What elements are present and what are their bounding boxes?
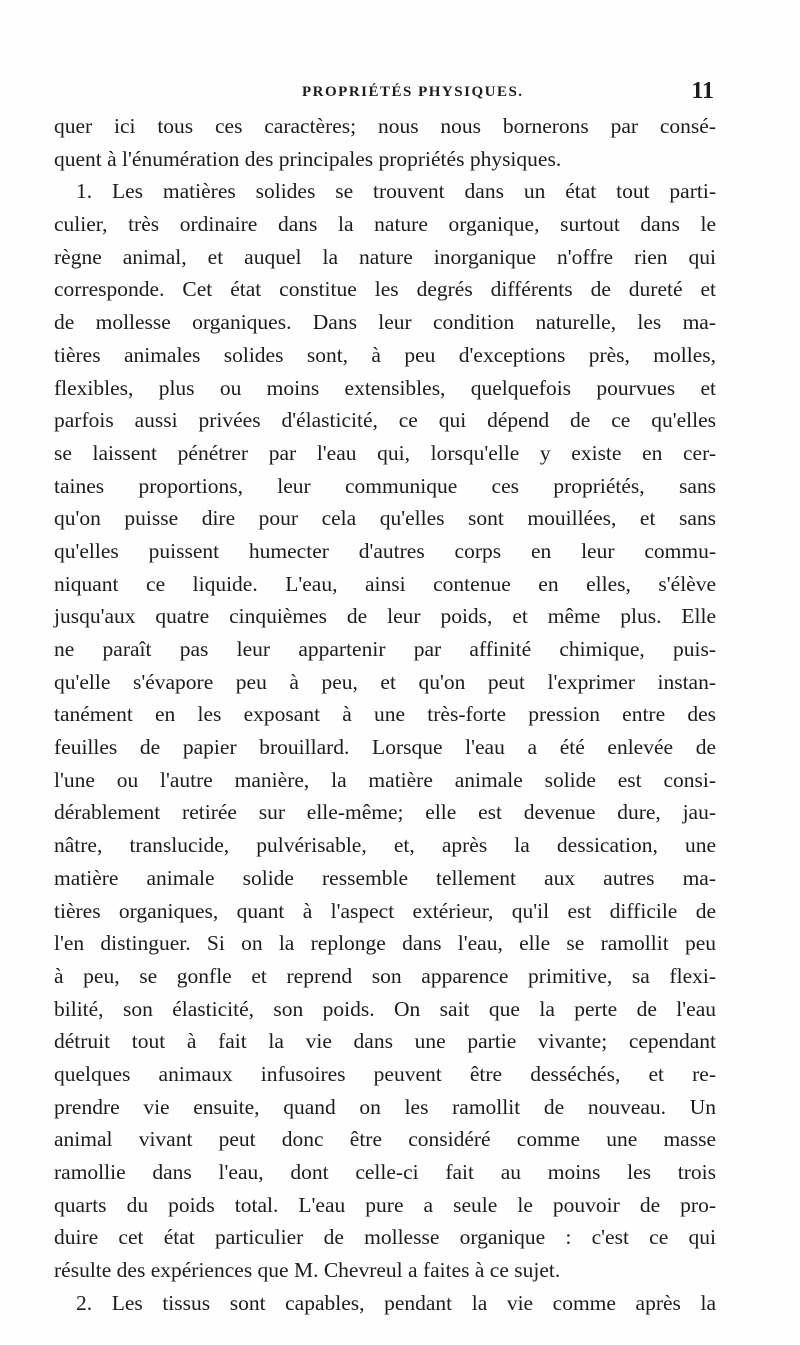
text-line: l'en distinguer. Si on la replonge dans l'eau, elle se ramollit peu	[54, 931, 716, 956]
text-line: règne animal, et auquel la nature inorganique n'offre rien qui	[54, 244, 716, 269]
text-line: résulte des expériences que M. Chevreul a faites à ce sujet.	[54, 1258, 561, 1283]
text-line: flexibles, plus ou moins extensibles, quelquefois pourvues et	[54, 375, 716, 400]
text-line: quarts du poids total. L'eau pure a seule le pouvoir de pro-	[54, 1192, 716, 1217]
text-line: bilité, son élasticité, son poids. On sait que la perte de l'eau	[54, 996, 716, 1021]
text-line: jusqu'aux quatre cinquièmes de leur poids, et même plus. Elle	[54, 604, 716, 629]
page-number: 11	[691, 78, 714, 104]
text-line: qu'elles puissent humecter d'autres corps en leur commu-	[54, 538, 716, 563]
text-line: prendre vie ensuite, quand on les ramollit de nouveau. Un	[54, 1094, 716, 1119]
text-line: quer ici tous ces caractères; nous nous bornerons par consé-	[54, 114, 716, 138]
text-line: dérablement retirée sur elle-même; elle est devenue dure, jau-	[54, 800, 716, 825]
text-line: tières organiques, quant à l'aspect extérieur, qu'il est difficile de	[54, 898, 716, 923]
text-line: matière animale solide ressemble tellement aux autres ma-	[54, 865, 716, 890]
text-line: quent à l'énumération des principales propriétés physiques.	[54, 146, 562, 171]
body-text	[54, 110, 716, 1319]
text-line: tanément en les exposant à une très-forte pression entre des	[54, 702, 716, 727]
text-line: tières animales solides sont, à peu d'exceptions près, molles,	[54, 342, 716, 367]
running-head	[54, 78, 714, 110]
text-line: 1. Les matières solides se trouvent dans un état tout parti-	[76, 179, 716, 204]
text-line: ne paraît pas leur appartenir par affinité chimique, puis-	[54, 637, 716, 661]
text-line: quelques animaux infusoires peuvent être desséchés, et re-	[54, 1061, 716, 1086]
text-line: culier, très ordinaire dans la nature organique, surtout dans le	[54, 212, 716, 237]
text-line: 2. Les tissus sont capables, pendant la vie comme après la	[76, 1290, 716, 1315]
text-line: détruit tout à fait la vie dans une partie vivante; cependant	[54, 1029, 716, 1054]
text-line: feuilles de papier brouillard. Lorsque l'eau a été enlevée de	[54, 735, 716, 760]
text-line: de mollesse organiques. Dans leur condition naturelle, les ma-	[54, 310, 716, 335]
text-line: parfois aussi privées d'élasticité, ce qui dépend de ce qu'elles	[54, 408, 716, 433]
text-line: duire cet état particulier de mollesse organique : c'est ce qui	[54, 1225, 716, 1250]
running-title: PROPRIÉTÉS PHYSIQUES.	[302, 84, 524, 100]
text-line: taines proportions, leur communique ces propriétés, sans	[54, 473, 716, 498]
text-line: animal vivant peut donc être considéré comme une masse	[54, 1127, 716, 1152]
text-line: à peu, se gonfle et reprend son apparence primitive, sa flexi-	[54, 963, 716, 988]
text-line: l'une ou l'autre manière, la matière animale solide est consi-	[54, 767, 716, 792]
text-line: niquant ce liquide. L'eau, ainsi contenue en elles, s'élève	[54, 571, 716, 596]
text-line: nâtre, translucide, pulvérisable, et, après la dessication, une	[54, 833, 716, 858]
text-line: corresponde. Cet état constitue les degrés différents de dureté et	[54, 277, 716, 302]
text-line: se laissent pénétrer par l'eau qui, lorsqu'elle y existe en cer-	[54, 440, 716, 465]
text-line: qu'elle s'évapore peu à peu, et qu'on peut l'exprimer instan-	[54, 669, 716, 694]
text-line: ramollie dans l'eau, dont celle-ci fait au moins les trois	[54, 1160, 716, 1184]
text-line: qu'on puisse dire pour cela qu'elles sont mouillées, et sans	[54, 506, 716, 531]
